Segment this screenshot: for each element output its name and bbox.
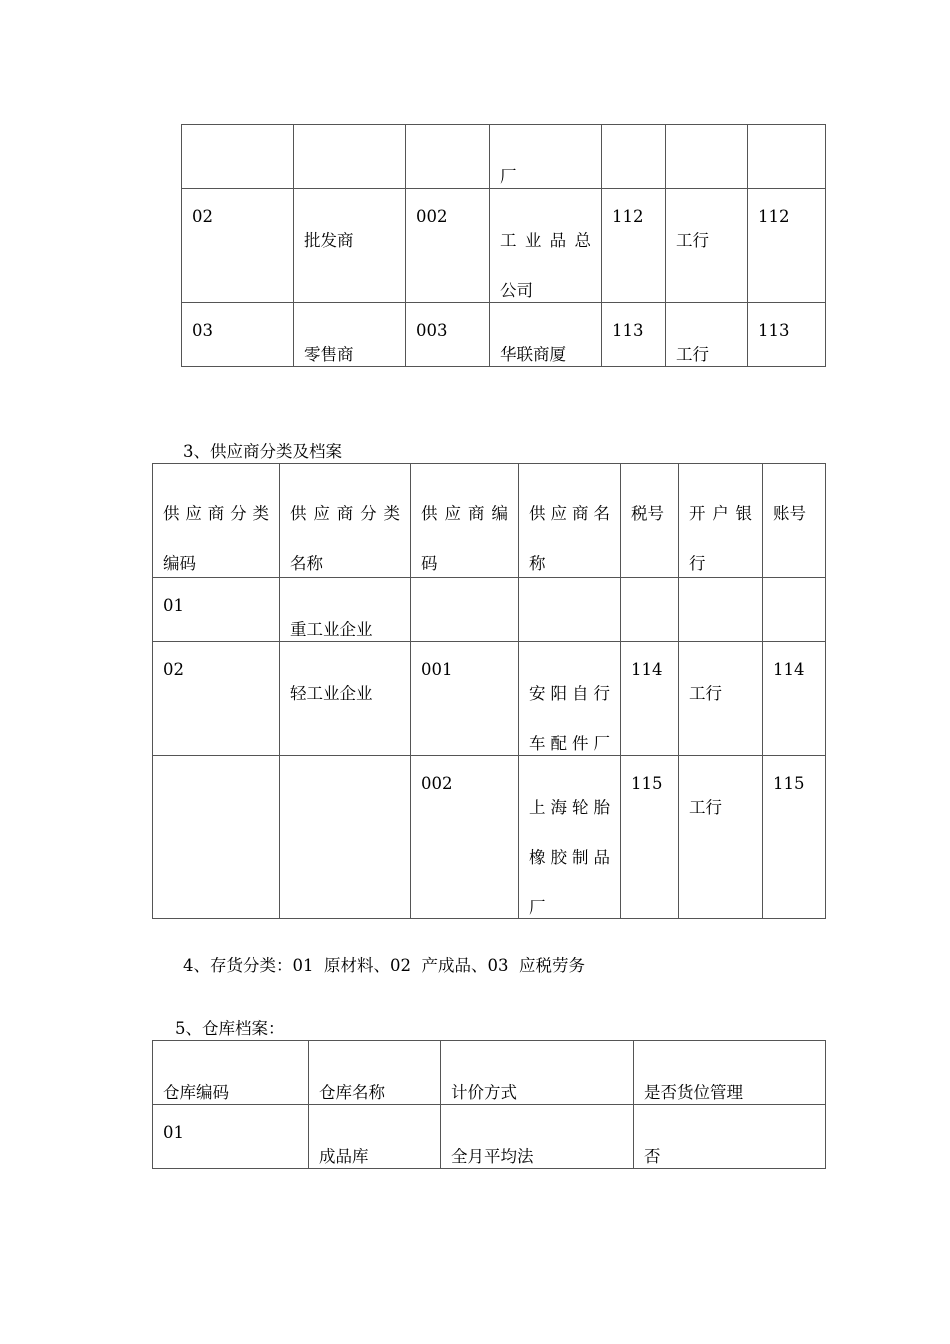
customer-code: 002	[416, 207, 448, 226]
column-header	[153, 1041, 309, 1105]
section-title-warehouses: 5、仓库档案：	[175, 1019, 285, 1038]
account-number: 113	[758, 321, 790, 340]
table-cell	[294, 189, 406, 303]
class-code: 01	[163, 596, 184, 615]
class-name: 轻工业企业	[290, 684, 373, 703]
account-number: 115	[773, 774, 805, 793]
table-cell	[309, 1105, 441, 1169]
header-label: 仓库编码	[163, 1083, 229, 1102]
table-cell	[621, 642, 679, 756]
table-cell	[411, 756, 519, 919]
table-cell	[490, 125, 602, 189]
table-cell	[406, 125, 490, 189]
header-label: 计价方式	[451, 1083, 517, 1102]
table-cell	[679, 642, 763, 756]
warehouse-table	[152, 1040, 826, 1169]
column-header	[309, 1041, 441, 1105]
header-line: 行	[689, 554, 706, 573]
table-row	[153, 756, 826, 919]
column-header	[153, 464, 280, 578]
table-cell	[182, 303, 294, 367]
column-header	[519, 464, 621, 578]
table-cell	[280, 642, 411, 756]
table-cell	[490, 303, 602, 367]
valuation-method: 全月平均法	[451, 1147, 534, 1166]
table-cell	[763, 642, 826, 756]
supplier-table	[152, 463, 826, 919]
table-cell	[763, 756, 826, 919]
header-line: 供应商名	[529, 504, 610, 523]
supplier-name-line: 安阳自行	[529, 684, 610, 703]
table-header-row	[153, 1041, 826, 1105]
table-cell	[441, 1105, 634, 1169]
customer-name-line: 华联商厦	[500, 345, 566, 364]
column-header	[634, 1041, 826, 1105]
table-cell	[666, 189, 748, 303]
tax-number: 113	[612, 321, 644, 340]
customer-name-line: 厂	[500, 167, 517, 186]
class-name: 批发商	[304, 231, 354, 250]
class-name: 重工业企业	[290, 620, 373, 639]
column-header	[679, 464, 763, 578]
table-cell	[490, 189, 602, 303]
column-header	[411, 464, 519, 578]
bank-name: 工行	[676, 231, 709, 250]
header-line: 编码	[163, 554, 196, 573]
table-cell	[153, 1105, 309, 1169]
column-header	[280, 464, 411, 578]
class-name: 零售商	[304, 345, 354, 364]
table-cell	[280, 578, 411, 642]
bank-name: 工行	[689, 684, 722, 703]
section-title-suppliers: 3、供应商分类及档案	[183, 442, 342, 461]
supplier-code: 002	[421, 774, 453, 793]
customer-name-line: 公司	[500, 281, 533, 300]
header-line: 供应商编	[421, 504, 508, 523]
header-label: 是否货位管理	[644, 1083, 743, 1102]
table-cell	[763, 578, 826, 642]
tax-number: 112	[612, 207, 644, 226]
header-line: 称	[529, 554, 546, 573]
table-row	[153, 642, 826, 756]
account-number: 114	[773, 660, 805, 679]
header-line: 开户银	[689, 504, 752, 523]
supplier-name-line: 橡胶制品	[529, 848, 610, 867]
class-code: 02	[192, 207, 213, 226]
table-cell	[182, 125, 294, 189]
customer-table	[181, 124, 826, 367]
supplier-name-line: 车配件厂	[529, 734, 610, 753]
table-cell	[621, 756, 679, 919]
warehouse-name: 成品库	[319, 1147, 369, 1166]
bank-name: 工行	[689, 798, 722, 817]
table-cell	[748, 189, 826, 303]
table-cell	[602, 303, 666, 367]
class-code: 02	[163, 660, 184, 679]
location-management: 否	[644, 1147, 661, 1166]
supplier-name-line: 厂	[529, 898, 546, 917]
table-cell	[280, 756, 411, 919]
table-cell	[748, 303, 826, 367]
table-cell	[602, 189, 666, 303]
table-cell	[519, 756, 621, 919]
table-cell	[634, 1105, 826, 1169]
class-code: 03	[192, 321, 213, 340]
tax-number: 115	[631, 774, 663, 793]
table-cell	[679, 756, 763, 919]
table-cell	[182, 189, 294, 303]
table-row	[182, 125, 826, 189]
customer-name-line: 工业品总	[500, 231, 591, 250]
table-cell	[294, 125, 406, 189]
table-cell	[621, 578, 679, 642]
table-cell	[153, 756, 280, 919]
column-header	[441, 1041, 634, 1105]
customer-code: 003	[416, 321, 448, 340]
warehouse-code: 01	[163, 1123, 184, 1142]
header-line: 名称	[290, 554, 323, 573]
table-cell	[602, 125, 666, 189]
header-line: 供应商分类	[290, 504, 400, 523]
column-header	[621, 464, 679, 578]
supplier-code: 001	[421, 660, 453, 679]
table-header-row	[153, 464, 826, 578]
header-line: 税号	[631, 504, 664, 523]
table-cell	[153, 642, 280, 756]
supplier-name-line: 上海轮胎	[529, 798, 610, 817]
table-cell	[153, 578, 280, 642]
header-label: 仓库名称	[319, 1083, 385, 1102]
table-cell	[748, 125, 826, 189]
table-cell	[294, 303, 406, 367]
table-row	[182, 303, 826, 367]
table-cell	[666, 125, 748, 189]
header-line: 码	[421, 554, 438, 573]
tax-number: 114	[631, 660, 663, 679]
column-header	[763, 464, 826, 578]
account-number: 112	[758, 207, 790, 226]
table-cell	[406, 189, 490, 303]
inventory-classification-line: 4、存货分类：01 原材料、02 产成品、03 应税劳务	[183, 956, 585, 975]
table-cell	[519, 642, 621, 756]
table-row	[153, 1105, 826, 1169]
header-line: 供应商分类	[163, 504, 269, 523]
bank-name: 工行	[676, 345, 709, 364]
header-line: 账号	[773, 504, 806, 523]
table-row	[182, 189, 826, 303]
table-cell	[411, 642, 519, 756]
table-cell	[666, 303, 748, 367]
table-cell	[406, 303, 490, 367]
